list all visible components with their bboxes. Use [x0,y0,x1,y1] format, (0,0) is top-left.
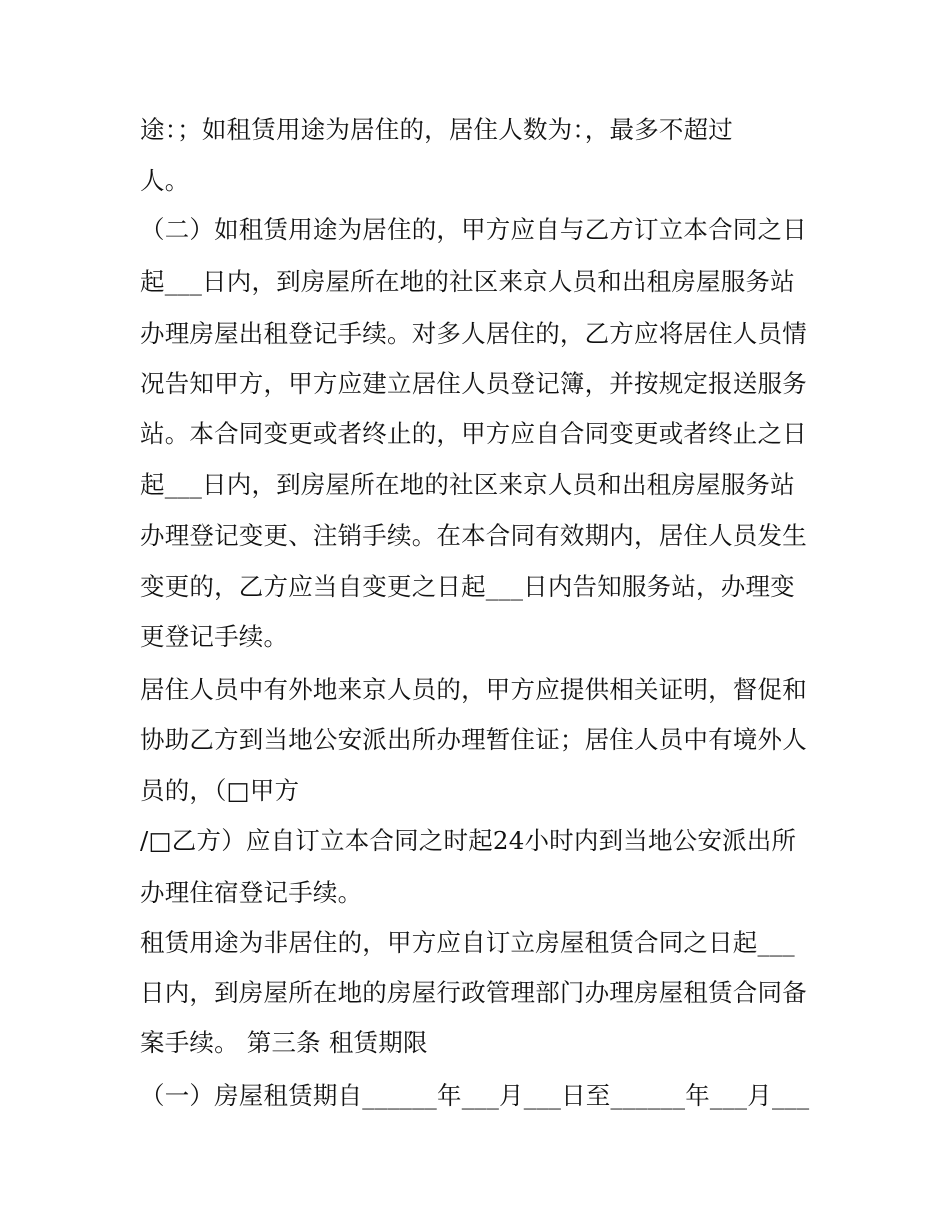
text-line: 起___日内，到房屋所在地的社区来京人员和出租房屋服务站 [140,470,795,499]
text-line: 日内，到房屋所在地的房屋行政管理部门办理房屋租赁合同备 [140,978,807,1007]
text-line: 变更的，乙方应当自变更之日起___日内告知服务站，办理变 [140,572,795,601]
text-line: 居住人员中有外地来京人员的，甲方应提供相关证明，督促和 [140,675,807,704]
text-line: 员的，（□甲方 [140,776,300,805]
text-line: 办理住宿登记手续。 [140,878,363,907]
text-line: 人。 [140,166,190,195]
text-line: （二）如租赁用途为居住的，甲方应自与乙方订立本合同之日 [140,215,807,244]
text-line: 途：；如租赁用途为居住的，居住人数为：，最多不超过 [140,115,733,144]
text-line: （一）房屋租赁期自______年___月___日至______年___月___ [140,1081,810,1110]
text-line: 租赁用途为非居住的，甲方应自订立房屋租赁合同之日起___ [140,928,795,957]
text-line: 协助乙方到当地公安派出所办理暂住证；居住人员中有境外人 [140,725,807,754]
text-line: 况告知甲方，甲方应建立居住人员登记簿，并按规定报送服务 [140,369,807,398]
text-line: 站。本合同变更或者终止的，甲方应自合同变更或者终止之日 [140,419,807,448]
text-line: 更登记手续。 [140,622,289,651]
text-line: 办理房屋出租登记手续。对多人居住的，乙方应将居住人员情 [140,319,807,348]
text-line: 办理登记变更、注销手续。在本合同有效期内，居住人员发生 [140,521,807,550]
text-line: 案手续。 第三条 租赁期限 [140,1028,428,1057]
text-line: 起___日内，到房屋所在地的社区来京人员和出租房屋服务站 [140,267,795,296]
text-line: /□乙方）应自订立本合同之时起24小时内到当地公安派出所 [140,826,797,855]
